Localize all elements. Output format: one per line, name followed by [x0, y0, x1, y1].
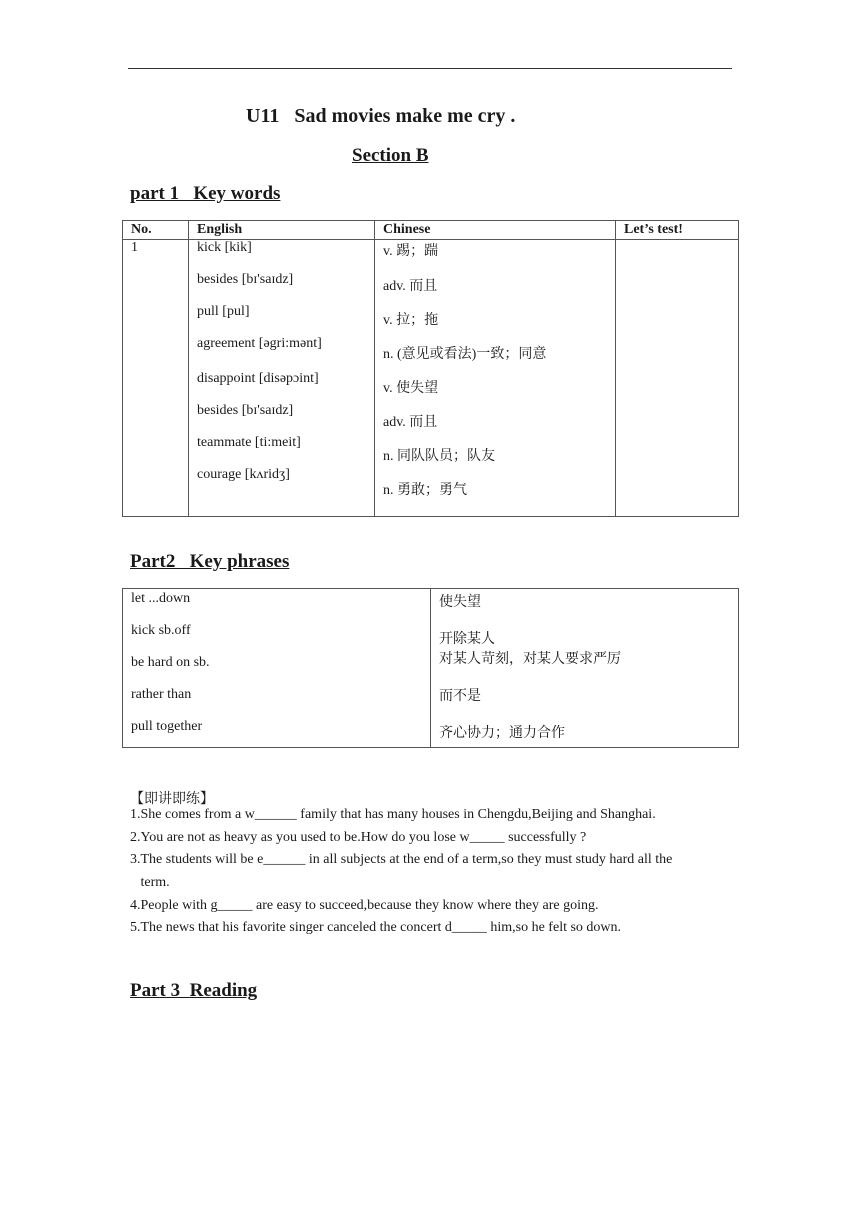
column-header-test: Let’s test! [616, 221, 739, 240]
english-word: besides [bɪ'saɪdz] [197, 272, 294, 287]
part1-heading: part 1 Key words [130, 183, 281, 204]
chinese-meaning: n. (意见或看法)一致；同意 [383, 347, 547, 362]
english-word: agreement [əgri:mənt] [197, 336, 322, 351]
english-word: pull [pul] [197, 304, 250, 319]
table-row [123, 589, 739, 748]
table-row [123, 240, 739, 517]
phrase-meaning: 开除某人 [439, 632, 495, 647]
meanings-cell [431, 589, 739, 748]
exercise-item: 1.She comes from a w______ family that has many houses in Chengdu,Beijing and Shanghai. [130, 807, 656, 822]
chinese-meaning: adv. 而且 [383, 415, 438, 430]
test-cell [616, 240, 739, 517]
phrase: pull together [131, 719, 203, 734]
column-header-no: No. [123, 221, 189, 240]
row-number-cell [123, 240, 189, 517]
phrase-meaning: 对某人苛刻，对某人要求严厉 [439, 652, 621, 667]
table-header-row [123, 221, 739, 240]
phrase-meaning: 而不是 [439, 689, 481, 704]
chinese-meaning: v. 拉；拖 [383, 313, 439, 328]
column-header-chinese: Chinese [375, 221, 616, 240]
part2-heading: Part2 Key phrases [130, 551, 290, 572]
phrase-meaning: 齐心协力；通力合作 [439, 726, 565, 741]
key-phrases-table [122, 588, 739, 748]
phrase-meaning: 使失望 [439, 595, 481, 610]
phrase: kick sb.off [131, 623, 191, 638]
phrase: let ...down [131, 591, 191, 606]
phrases-cell [123, 589, 431, 748]
english-word: teammate [ti:meit] [197, 435, 301, 450]
exercise-item: 2.You are not as heavy as you used to be.How do you lose w_____ successfully ? [130, 830, 587, 845]
chinese-meaning: n. 同队队员；队友 [383, 449, 495, 464]
english-word: courage [kʌridʒ] [197, 467, 290, 482]
exercise-item: 3.The students will be e______ in all subjects at the end of a term,so they must study hard all the [130, 852, 673, 867]
section-subtitle: Section B [352, 145, 429, 166]
english-word: kick [kik] [197, 240, 252, 255]
chinese-meaning: adv. 而且 [383, 279, 438, 294]
english-word: besides [bɪ'saɪdz] [197, 403, 294, 418]
english-word: disappoint [disəpɔint] [197, 371, 319, 386]
chinese-meaning: n. 勇敢；勇气 [383, 483, 467, 498]
page-title: U11 Sad movies make me cry . [246, 105, 516, 127]
column-header-english: English [189, 221, 375, 240]
exercise-item-continuation: term. [130, 875, 170, 890]
chinese-cell [375, 240, 616, 517]
part3-heading: Part 3 Reading [130, 980, 258, 1001]
chinese-meaning: v. 使失望 [383, 381, 439, 396]
chinese-meaning: v. 踢；踹 [383, 244, 439, 259]
exercise-item: 4.People with g_____ are easy to succeed,because they know where they are going. [130, 898, 599, 913]
key-words-table [122, 220, 739, 517]
phrase: rather than [131, 687, 192, 702]
header-rule [128, 68, 732, 69]
exercise-item: 5.The news that his favorite singer canceled the concert d_____ him,so he felt so down. [130, 920, 622, 935]
exercise-label: 【即讲即练】 [130, 792, 214, 807]
row-number: 1 [131, 240, 138, 255]
english-cell [189, 240, 375, 517]
phrase: be hard on sb. [131, 655, 210, 670]
